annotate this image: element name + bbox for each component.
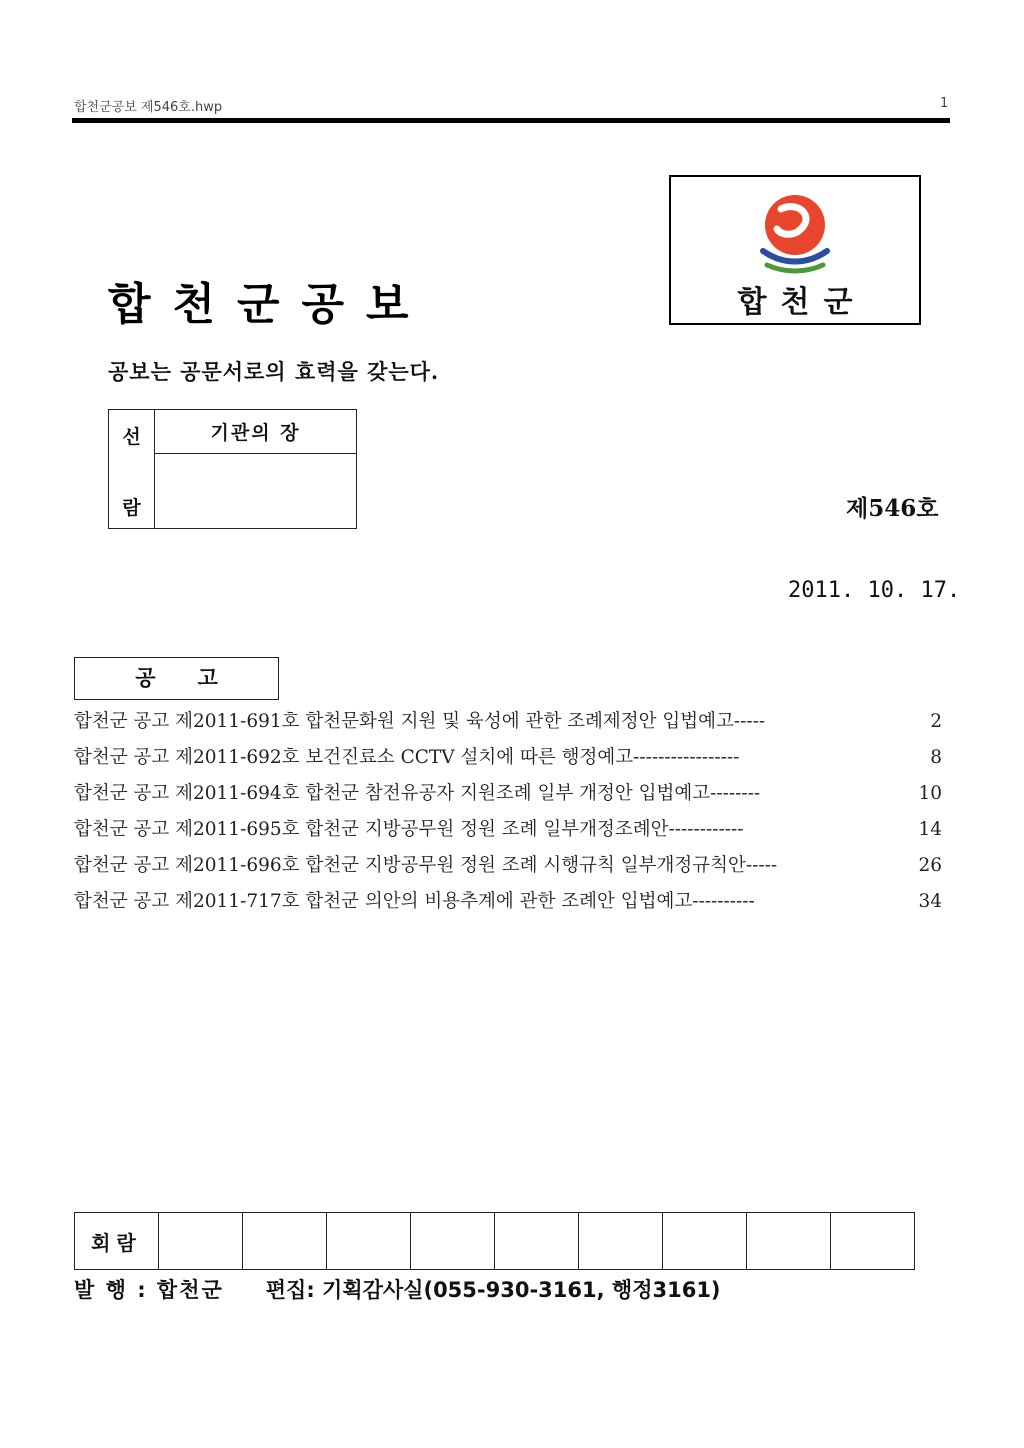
- toc-page: 26: [918, 855, 942, 876]
- review-table: [74, 1212, 915, 1270]
- toc-row[interactable]: [74, 778, 942, 814]
- toc-row[interactable]: [74, 850, 942, 886]
- review-cell: [327, 1213, 411, 1270]
- circulation-signature-cell: [155, 454, 357, 529]
- toc-row[interactable]: [74, 814, 942, 850]
- review-cell: [663, 1213, 747, 1270]
- toc-page: 10: [918, 783, 942, 804]
- review-cell: [747, 1213, 831, 1270]
- bulletin-title: 합천군공보: [108, 279, 431, 330]
- toc-title: 합천군 공고 제2011-691호 합천문화원 지원 및 육성에 관한 조례제정안 입법예고-----: [74, 711, 766, 732]
- toc-row[interactable]: [74, 706, 942, 742]
- issue-number: 제546호: [846, 495, 939, 522]
- footer-editor: 편집: 기획감사실(055-930-3161, 행정3161): [265, 1278, 721, 1302]
- county-logo-box: [669, 175, 921, 325]
- circulation-side-top: 선: [122, 426, 141, 448]
- toc-title: 합천군 공고 제2011-694호 합천군 참전유공자 지원조례 일부 개정안 입법예고--------: [74, 783, 761, 804]
- logo-county-name: 합천군: [737, 285, 867, 320]
- toc-page: 8: [930, 747, 942, 768]
- footer-publisher: 발 행 : 합천군: [74, 1278, 224, 1302]
- review-cell: [495, 1213, 579, 1270]
- toc-page: 2: [930, 711, 942, 732]
- toc-title: 합천군 공고 제2011-717호 합천군 의안의 비용추계에 관한 조례안 입법예고----------: [74, 891, 755, 912]
- circulation-table: [108, 409, 357, 529]
- review-cell: [243, 1213, 327, 1270]
- review-cell: [831, 1213, 915, 1270]
- toc-page: 34: [918, 891, 942, 912]
- toc-title: 합천군 공고 제2011-692호 보건진료소 CCTV 설치에 따른 행정예고-----------------: [74, 747, 740, 768]
- issue-date: 2011. 10. 17.: [788, 578, 961, 603]
- circulation-side-bottom: 람: [122, 497, 141, 519]
- circulation-header: 기관의 장: [155, 410, 357, 454]
- header-page-number: 1: [940, 96, 949, 111]
- review-label: 회람: [75, 1213, 159, 1270]
- toc-row[interactable]: [74, 886, 942, 922]
- notice-section-label: 공고: [74, 657, 279, 700]
- footer: [74, 1274, 721, 1304]
- county-emblem-icon: [757, 191, 833, 279]
- header-rule: [72, 118, 950, 123]
- review-cell: [579, 1213, 663, 1270]
- bulletin-subtitle: 공보는 공문서로의 효력을 갖는다.: [108, 359, 440, 384]
- emblem-field: [767, 265, 823, 271]
- review-cell: [411, 1213, 495, 1270]
- toc-title: 합천군 공고 제2011-696호 합천군 지방공무원 정원 조례 시행규칙 일부개정규칙안-----: [74, 855, 778, 876]
- toc-page: 14: [918, 819, 942, 840]
- circulation-side-label: [109, 410, 155, 529]
- review-cell: [159, 1213, 243, 1270]
- header-filename: 합천군공보 제546호.hwp: [74, 100, 223, 115]
- toc-title: 합천군 공고 제2011-695호 합천군 지방공무원 정원 조례 일부개정조례안------------: [74, 819, 744, 840]
- toc-row[interactable]: [74, 742, 942, 778]
- table-of-contents: [74, 706, 942, 922]
